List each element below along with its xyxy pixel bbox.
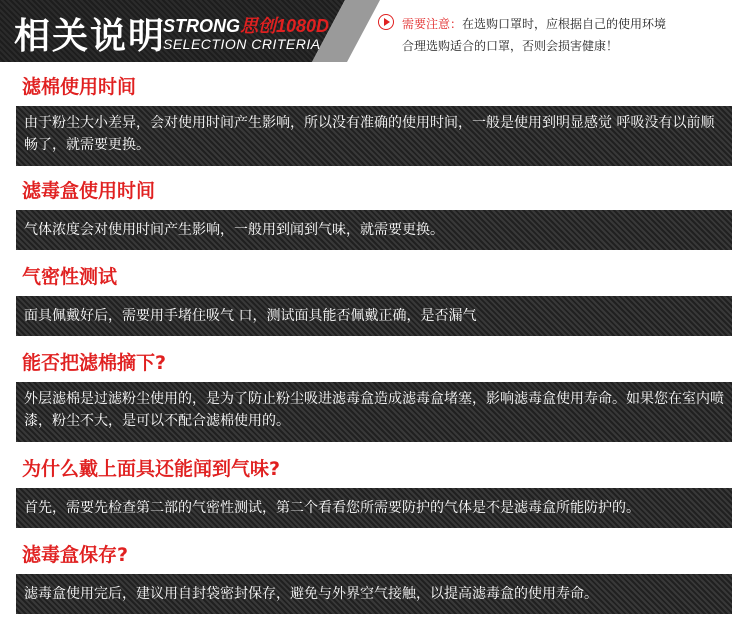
section-smell-question: [16, 456, 732, 528]
notice-label: 需要注意：: [402, 17, 463, 31]
section-body: 气体浓度会对使用时间产生影响，一般用到闻到气味，就需要更换。: [16, 210, 732, 250]
page-title: 相关说明: [14, 16, 167, 57]
banner-subtitle: SELECTION CRITERIA: [163, 36, 321, 52]
model-name: 思创1080D: [240, 16, 330, 36]
section-title: 为什么戴上面具还能闻到气味?: [22, 458, 281, 480]
notice-text-1: 在选购口罩时，应根据自己的使用环境: [462, 17, 667, 31]
section-body: 滤毒盒使用完后，建议用自封袋密封保存，避免与外界空气接触，以提高滤毒盒的使用寿命。: [16, 574, 732, 614]
section-title: 滤毒盒使用时间: [22, 180, 156, 202]
section-body: 首先，需要先检查第二部的气密性测试，第二个看看您所需要防护的气体是不是滤毒盒所能防护的。: [16, 488, 732, 528]
section-canister-storage: [16, 542, 732, 614]
notice-play-icon: [378, 14, 394, 30]
section-title: 能否把滤棉摘下?: [22, 352, 167, 374]
section-title: 滤棉使用时间: [22, 76, 137, 98]
section-title: 滤毒盒保存?: [22, 544, 129, 566]
notice-text-2: 合理选购适合的口罩，否则会损害健康！: [402, 39, 619, 53]
header-banner: [0, 0, 750, 62]
section-body: 外层滤棉是过滤粉尘使用的，是为了防止粉尘吸进滤毒盒造成滤毒盒堵塞，影响滤毒盒使用寿命。如果您在室内喷漆，粉尘不大，是可以不配合滤棉使用的。: [16, 382, 732, 442]
section-body: 面具佩戴好后，需要用手堵住吸气 口，测试面具能否佩戴正确，是否漏气: [16, 296, 732, 336]
section-seal-test: [16, 264, 732, 336]
section-remove-cotton: [16, 350, 732, 442]
notice-line-1: [402, 15, 666, 32]
brand-line: [163, 12, 329, 38]
section-canister-time: [16, 178, 732, 250]
section-filter-cotton-time: [16, 74, 732, 166]
section-body: 由于粉尘大小差异，会对使用时间产生影响，所以没有准确的使用时间，一般是使用到明显感觉 呼吸没有以前顺畅了，就需要更换。: [16, 106, 732, 166]
section-title: 气密性测试: [22, 266, 118, 288]
brand-name: STRONG: [163, 16, 241, 36]
